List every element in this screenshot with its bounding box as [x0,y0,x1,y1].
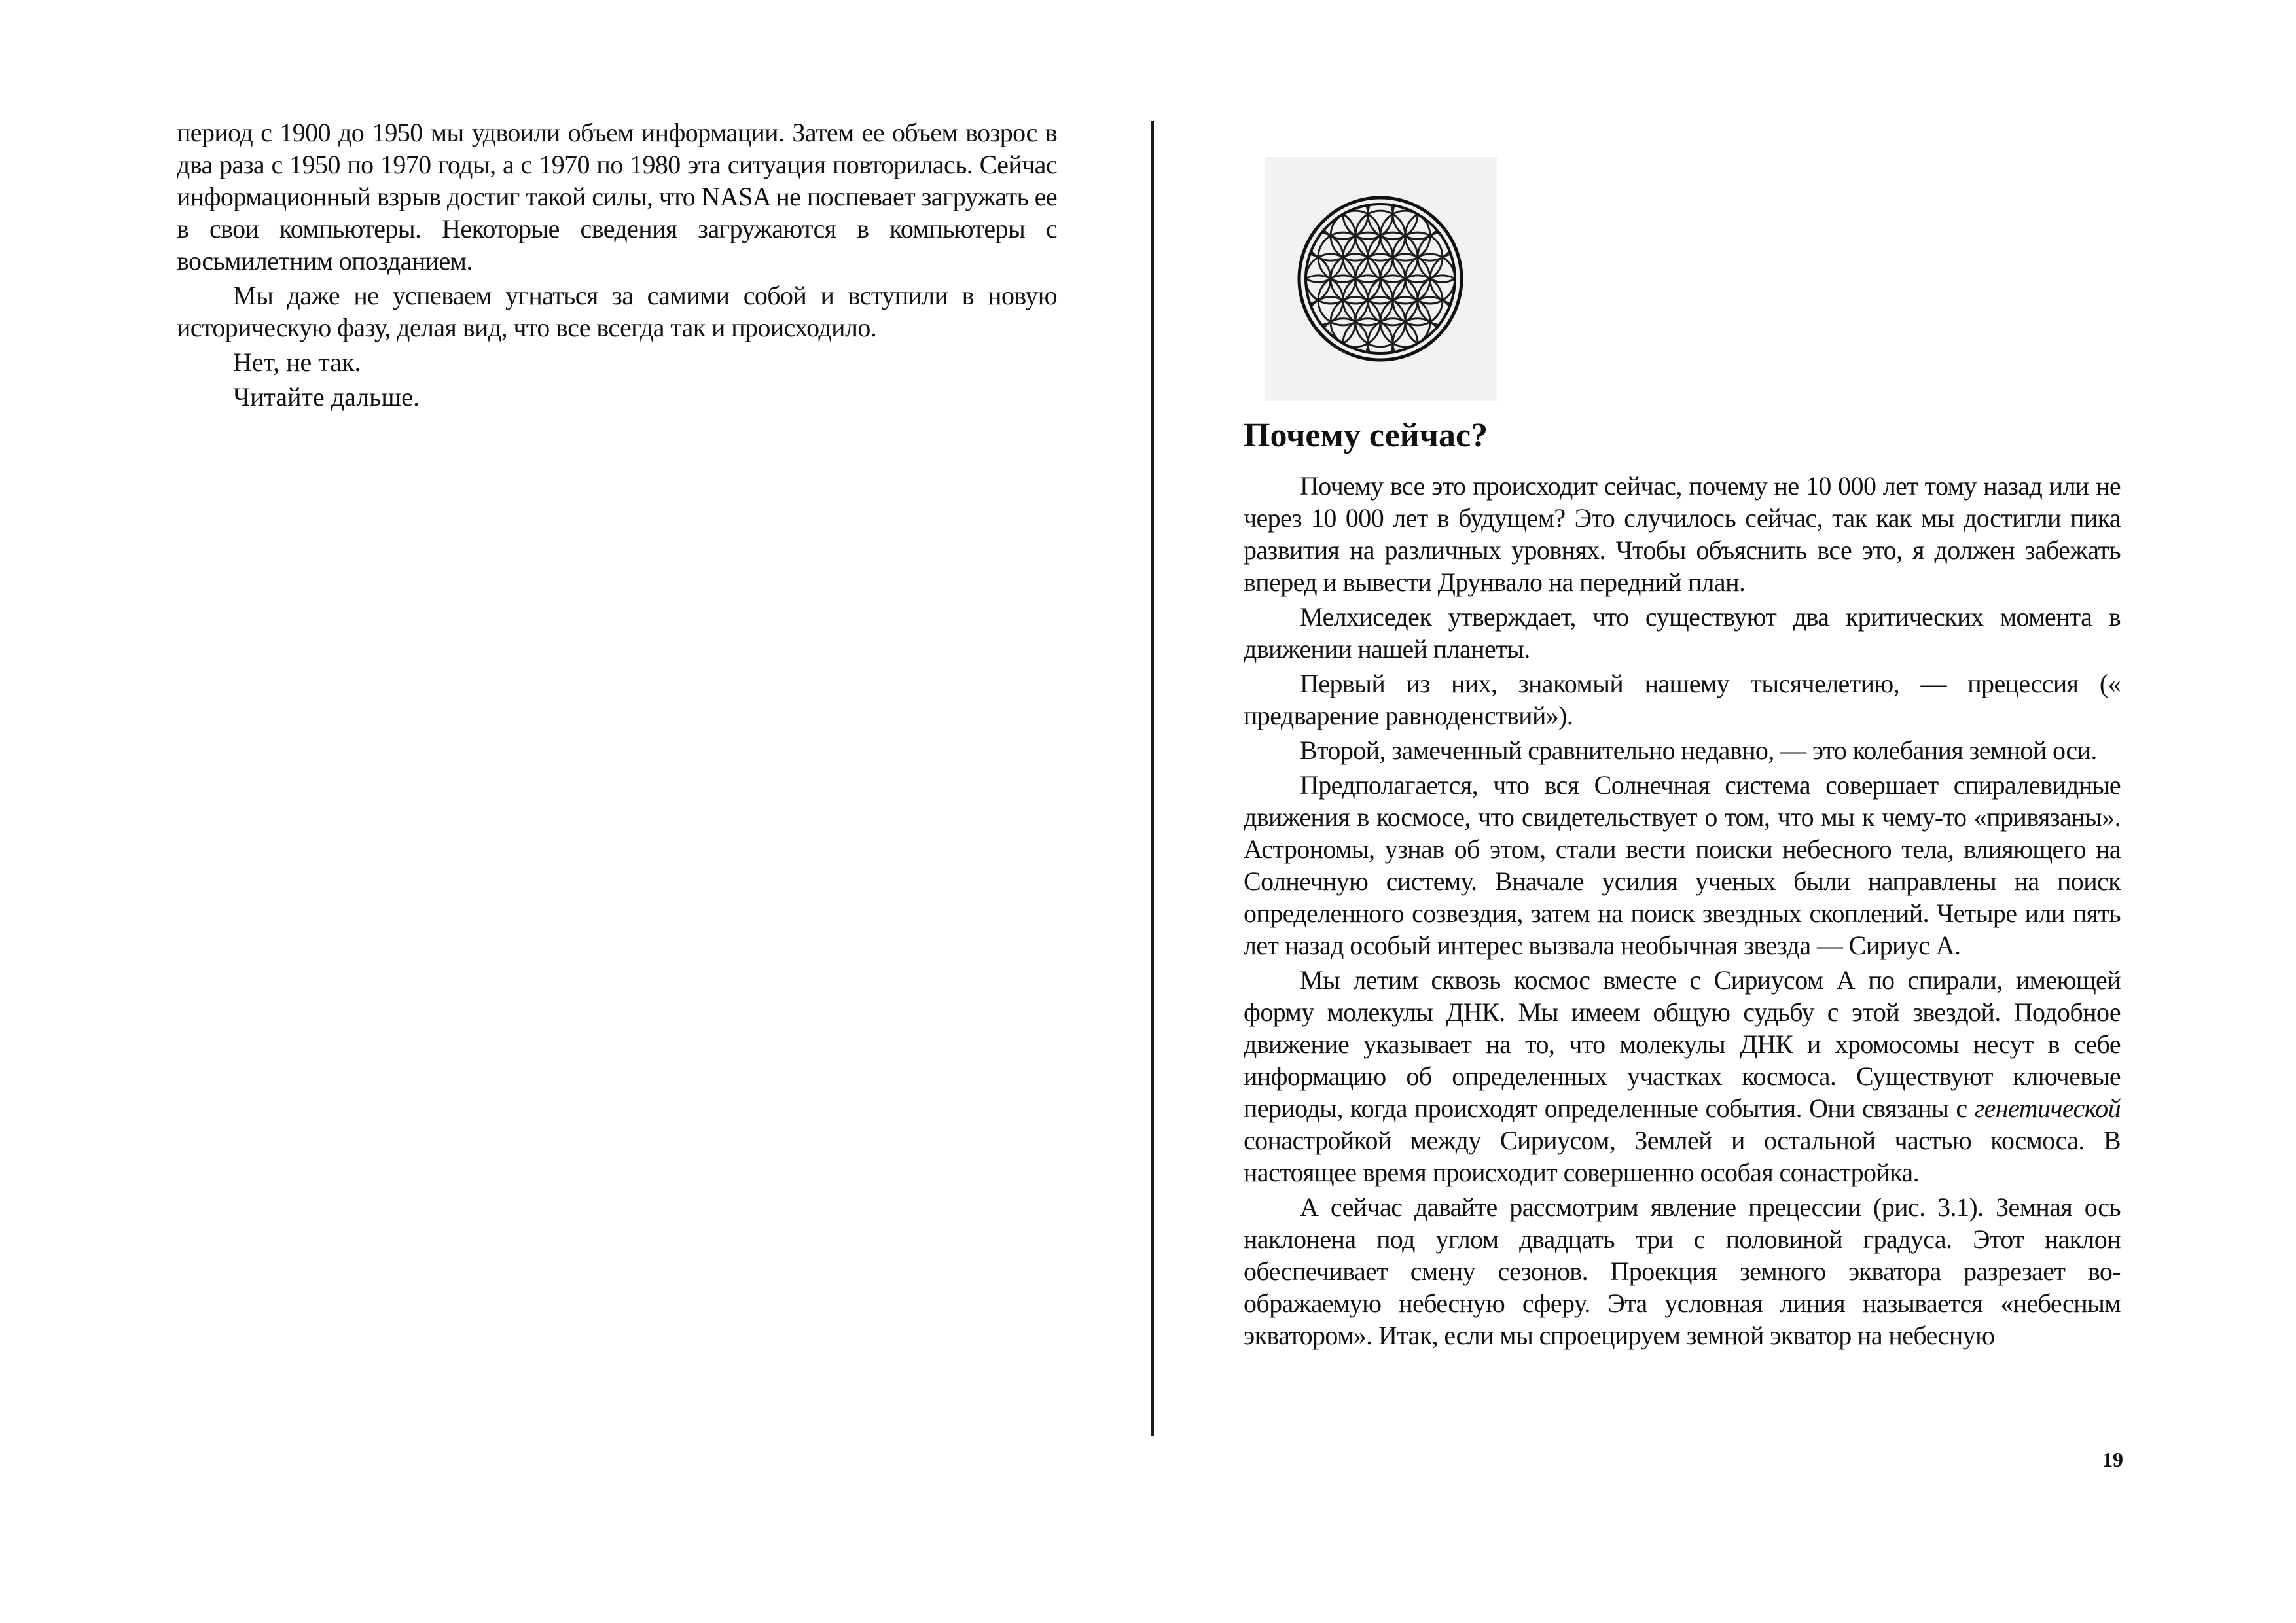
left-paragraph-1: период с 1900 до 1950 мы удвоили объем информации. Затем ее объем возрос в два раза с 1950 по 1970 годы, а с 1970 по 1980 эта ситуация повторилась. Сейчас информационный взрыв достиг такой силы, что NASA не поспевает загружать ее в свои компьютеры. Некоторые сведения загружаются в компьютеры с восьмилетним опозданием. [177,118,1057,276]
right-paragraph-2: Мелхиседек утверждает, что существуют два критических момента в движении нашей планеты. [1244,602,2121,664]
dna-text-before: Мы летим сквозь космос вместе с Сириусом А по спирали, имеющей форму молекулы ДНК. Мы имеем общую судьбу с этой звездой. Подобное движение указывает на то, что молекулы ДНК и хромосомы несут в себе информацию об определенных участках космоса. Существуют ключевые периоды, когда происходят определенные события. Они связаны с [1244,965,2121,1123]
flower-of-life-icon [1265,157,1497,401]
section-heading: Почему сейчас? [1244,417,1488,454]
right-page [1244,157,2121,1354]
dna-text-after: сонастройкой между Сириусом, Землей и остальной частью космоса. В настоящее время происходит совершенно особая сонастройка. [1244,1126,2121,1187]
left-paragraph-3: Нет, не так. [233,348,361,377]
right-paragraph-1: Почему все это происходит сейчас, почему не 10 000 лет тому назад или не через 10 000 лет в будущем? Это случилось сейчас, так как мы достигли пика развития на различных уровнях. Чтобы объяснить все это, я должен забежать вперед и вывести Друнвало на передний план. [1244,471,2121,597]
left-page [177,116,1057,416]
right-paragraph-7: А сейчас давайте рассмотрим явление прецессии (рис. 3.1). Земная ось наклонена под углом двадцать три с половиной градуса. Этот наклон обеспечивает смену сезонов. Проекция земного экватора разрезает во-ображаемую небесную сферу. Эта условная линия называется «небесным экватором». Итак, если мы спроецируем земной экватор на небесную [1244,1192,2121,1350]
left-paragraph-2: Мы даже не успеваем угнаться за самими собой и вступили в новую историческую фазу, делая вид, что все всегда так и происходило. [177,281,1057,342]
right-paragraph-4: Второй, замеченный сравнительно недавно, — это колебания земной оси. [1300,736,2097,765]
flower-of-life-figure [1265,157,1497,401]
left-paragraph-4: Читайте дальше. [233,382,420,412]
right-paragraph-3: Первый из них, знакомый нашему тысячелетию, — прецессия (« предварение равноденствий»). [1244,669,2121,730]
flower-petals [1281,189,1480,368]
page-divider [1151,121,1154,1436]
dna-text-italic: генетической [1974,1094,2121,1123]
right-paragraph-5: Предполагается, что вся Солнечная система совершает спиралевидные движения в космосе, что свидетельствует о том, что мы к чему-то «привязаны». Астрономы, узнав об этом, стали вести поиски небесного тела, влияющего на Солнечную систему. Вначале усилия ученых были направлены на поиск определенного созвездия, затем на поиск звездных скоплений. Четыре или пять лет назад особый интерес вызвала необычная звезда — Сириус А. [1244,770,2121,960]
page-number: 19 [2102,1448,2123,1471]
right-paragraph-6 [1244,964,2121,1188]
